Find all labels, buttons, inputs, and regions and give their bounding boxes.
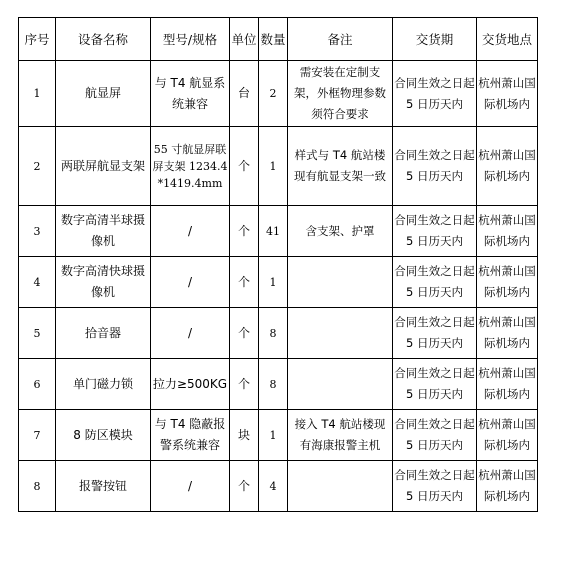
cell-qty: 8 xyxy=(259,308,288,359)
cell-period: 合同生效之日起 5 日历天内 xyxy=(393,308,477,359)
table-row xyxy=(19,257,538,308)
cell-period: 合同生效之日起 5 日历天内 xyxy=(393,206,477,257)
cell-note: 需安装在定制支架，外框物理参数须符合要求 xyxy=(288,61,393,127)
cell-qty: 1 xyxy=(259,410,288,461)
cell-qty: 8 xyxy=(259,359,288,410)
table-row xyxy=(19,127,538,206)
cell-no: 1 xyxy=(19,61,56,127)
header-period: 交货期 xyxy=(393,18,477,61)
cell-unit: 个 xyxy=(230,206,259,257)
cell-unit: 个 xyxy=(230,127,259,206)
table-row xyxy=(19,410,538,461)
cell-unit: 个 xyxy=(230,359,259,410)
table-row xyxy=(19,61,538,127)
table-row xyxy=(19,206,538,257)
header-place: 交货地点 xyxy=(477,18,538,61)
header-name: 设备名称 xyxy=(56,18,151,61)
cell-no: 7 xyxy=(19,410,56,461)
cell-note: 接入 T4 航站楼现有海康报警主机 xyxy=(288,410,393,461)
cell-name: 两联屏航显支架 xyxy=(56,127,151,206)
cell-place: 杭州萧山国际机场内 xyxy=(477,206,538,257)
cell-name: 数字高清快球摄像机 xyxy=(56,257,151,308)
cell-name: 8 防区模块 xyxy=(56,410,151,461)
cell-note xyxy=(288,359,393,410)
cell-name: 航显屏 xyxy=(56,61,151,127)
cell-place: 杭州萧山国际机场内 xyxy=(477,461,538,512)
cell-no: 5 xyxy=(19,308,56,359)
cell-place: 杭州萧山国际机场内 xyxy=(477,127,538,206)
cell-place: 杭州萧山国际机场内 xyxy=(477,359,538,410)
table-row xyxy=(19,359,538,410)
cell-spec: 55 寸航显屏联屏支架 1234.4*1419.4mm xyxy=(151,127,230,206)
cell-name: 数字高清半球摄像机 xyxy=(56,206,151,257)
cell-note: 样式与 T4 航站楼现有航显支架一致 xyxy=(288,127,393,206)
cell-qty: 41 xyxy=(259,206,288,257)
cell-unit: 个 xyxy=(230,308,259,359)
cell-unit: 块 xyxy=(230,410,259,461)
cell-period: 合同生效之日起 5 日历天内 xyxy=(393,359,477,410)
cell-spec: / xyxy=(151,308,230,359)
cell-spec: / xyxy=(151,257,230,308)
cell-note xyxy=(288,308,393,359)
cell-place: 杭州萧山国际机场内 xyxy=(477,308,538,359)
cell-name: 单门磁力锁 xyxy=(56,359,151,410)
cell-spec: 与 T4 航显系统兼容 xyxy=(151,61,230,127)
cell-name: 报警按钮 xyxy=(56,461,151,512)
equipment-table xyxy=(18,17,538,512)
cell-note xyxy=(288,461,393,512)
cell-period: 合同生效之日起 5 日历天内 xyxy=(393,61,477,127)
cell-period: 合同生效之日起 5 日历天内 xyxy=(393,410,477,461)
cell-qty: 1 xyxy=(259,127,288,206)
cell-qty: 4 xyxy=(259,461,288,512)
cell-no: 8 xyxy=(19,461,56,512)
table-header-row xyxy=(19,18,538,61)
cell-spec: / xyxy=(151,461,230,512)
cell-spec: / xyxy=(151,206,230,257)
cell-place: 杭州萧山国际机场内 xyxy=(477,257,538,308)
cell-note xyxy=(288,257,393,308)
cell-qty: 1 xyxy=(259,257,288,308)
cell-period: 合同生效之日起 5 日历天内 xyxy=(393,127,477,206)
header-no: 序号 xyxy=(19,18,56,61)
cell-unit: 个 xyxy=(230,461,259,512)
cell-place: 杭州萧山国际机场内 xyxy=(477,410,538,461)
cell-no: 2 xyxy=(19,127,56,206)
cell-note: 含支架、护罩 xyxy=(288,206,393,257)
cell-spec: 拉力≥500KG xyxy=(151,359,230,410)
cell-name: 拾音器 xyxy=(56,308,151,359)
cell-place: 杭州萧山国际机场内 xyxy=(477,61,538,127)
cell-period: 合同生效之日起 5 日历天内 xyxy=(393,461,477,512)
header-spec: 型号/规格 xyxy=(151,18,230,61)
cell-no: 4 xyxy=(19,257,56,308)
cell-spec: 与 T4 隐蔽报警系统兼容 xyxy=(151,410,230,461)
cell-unit: 台 xyxy=(230,61,259,127)
cell-period: 合同生效之日起 5 日历天内 xyxy=(393,257,477,308)
cell-no: 6 xyxy=(19,359,56,410)
cell-qty: 2 xyxy=(259,61,288,127)
header-unit: 单位 xyxy=(230,18,259,61)
header-qty: 数量 xyxy=(259,18,288,61)
cell-no: 3 xyxy=(19,206,56,257)
header-note: 备注 xyxy=(288,18,393,61)
table-row xyxy=(19,461,538,512)
cell-unit: 个 xyxy=(230,257,259,308)
table-row xyxy=(19,308,538,359)
